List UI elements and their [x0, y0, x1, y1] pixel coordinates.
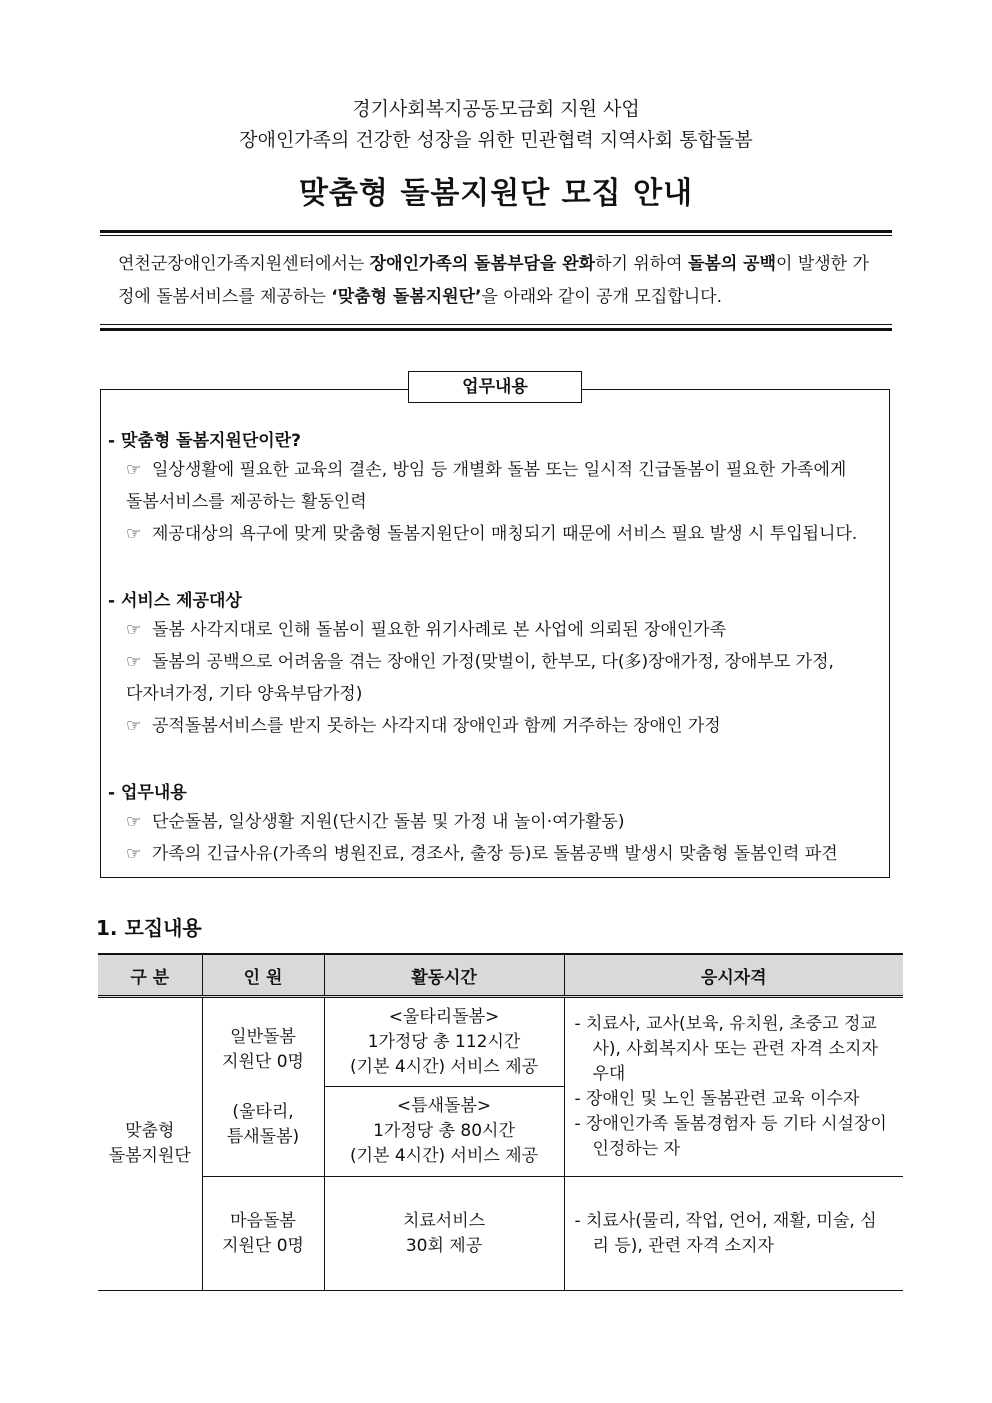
- pointing-hand-icon: ☞: [126, 844, 142, 864]
- table-header-row: [98, 954, 903, 997]
- divider: [100, 230, 892, 233]
- pointing-hand-icon: ☞: [126, 812, 142, 832]
- pointing-hand-icon: ☞: [126, 652, 142, 672]
- qualification-cell: - 치료사(물리, 작업, 언어, 재활, 미술, 심리 등), 관련 자격 소지자: [564, 1177, 903, 1291]
- pointing-hand-icon: ☞: [126, 524, 142, 544]
- column-header: 활동시간: [324, 954, 564, 997]
- list-item: ☞ 공적돌봄서비스를 받지 못하는 사각지대 장애인과 함께 거주하는 장애인 가정: [126, 710, 878, 742]
- list-item-continuation: 돌봄서비스를 제공하는 활동인력: [126, 492, 367, 512]
- page-title: 맞춤형 돌봄지원단 모집 안내: [298, 176, 694, 211]
- staff-cell: 일반돌봄 지원단 0명 (울타리, 틈새돌봄): [202, 997, 324, 1177]
- column-header: 구 분: [98, 954, 202, 997]
- time-cell: <틈새돌봄> 1가정당 총 80시간 (기본 4시간) 서비스 제공: [324, 1087, 564, 1177]
- section-heading: - 서비스 제공대상: [108, 591, 242, 611]
- table-row: [98, 997, 903, 1087]
- section-heading: - 업무내용: [108, 783, 187, 803]
- staff-cell: 마음돌봄 지원단 0명: [202, 1177, 324, 1291]
- duty-box-title: 업무내용: [408, 371, 582, 403]
- pointing-hand-icon: ☞: [126, 716, 142, 736]
- subtitle-sponsor: 경기사회복지공동모금회 지원 사업: [352, 98, 640, 120]
- list-item: ☞ 제공대상의 욕구에 맞게 맞춤형 돌봄지원단이 매칭되기 때문에 서비스 필요 발생 시 투입됩니다.: [126, 518, 878, 550]
- pointing-hand-icon: ☞: [126, 460, 142, 480]
- category-cell: 맞춤형 돌봄지원단: [98, 997, 202, 1291]
- time-cell: 치료서비스 30회 제공: [324, 1177, 564, 1291]
- divider: [100, 328, 892, 331]
- column-header: 인 원: [202, 954, 324, 997]
- qualification-cell: - 치료사, 교사(보육, 유치원, 초중고 정교사), 사회복지사 또는 관련 자격 소지자 우대 - 장애인 및 노인 돌봄관련 교육 이수자 - 장애인가족 돌봄경험자 등 기타 시설장이 인정하는 자: [564, 997, 903, 1177]
- section-heading-recruitment: 1. 모집내용: [96, 916, 202, 940]
- list-item: ☞ 일상생활에 필요한 교육의 결손, 방임 등 개별화 돌봄 또는 일시적 긴급돌봄이 필요한 가족에게: [126, 454, 878, 486]
- time-cell: <울타리돌봄> 1가정당 총 112시간 (기본 4시간) 서비스 제공: [324, 997, 564, 1087]
- list-item: ☞ 가족의 긴급사유(가족의 병원진료, 경조사, 출장 등)로 돌봄공백 발생시 맞춤형 돌봄인력 파견: [126, 838, 878, 870]
- section-heading: - 맞춤형 돌봄지원단이란?: [108, 431, 301, 451]
- list-item: ☞ 단순돌봄, 일상생활 지원(단시간 돌봄 및 가정 내 놀이·여가활동): [126, 806, 878, 838]
- divider: [100, 235, 892, 236]
- list-item-continuation: 다자녀가정, 기타 양육부담가정): [126, 684, 363, 704]
- divider: [100, 324, 892, 325]
- pointing-hand-icon: ☞: [126, 620, 142, 640]
- list-item: ☞ 돌봄의 공백으로 어려움을 겪는 장애인 가정(맞벌이, 한부모, 다(多)장애가정, 장애부모 가정,: [126, 646, 878, 678]
- recruitment-table: [98, 953, 903, 1291]
- subtitle-project: 장애인가족의 건강한 성장을 위한 민관협력 지역사회 통합돌봄: [239, 129, 753, 151]
- table-row: [98, 1177, 903, 1291]
- list-item: ☞ 돌봄 사각지대로 인해 돌봄이 필요한 위기사례로 본 사업에 의뢰된 장애인가족: [126, 614, 878, 646]
- column-header: 응시자격: [564, 954, 903, 997]
- intro-paragraph: 연천군장애인가족지원센터에서는 장애인가족의 돌봄부담을 완화하기 위하여 돌봄의 공백이 발생한 가정에 돌봄서비스를 제공하는 ‘맞춤형 돌봄지원단’을 아래와 같이 공개 모집합니다.: [118, 254, 869, 307]
